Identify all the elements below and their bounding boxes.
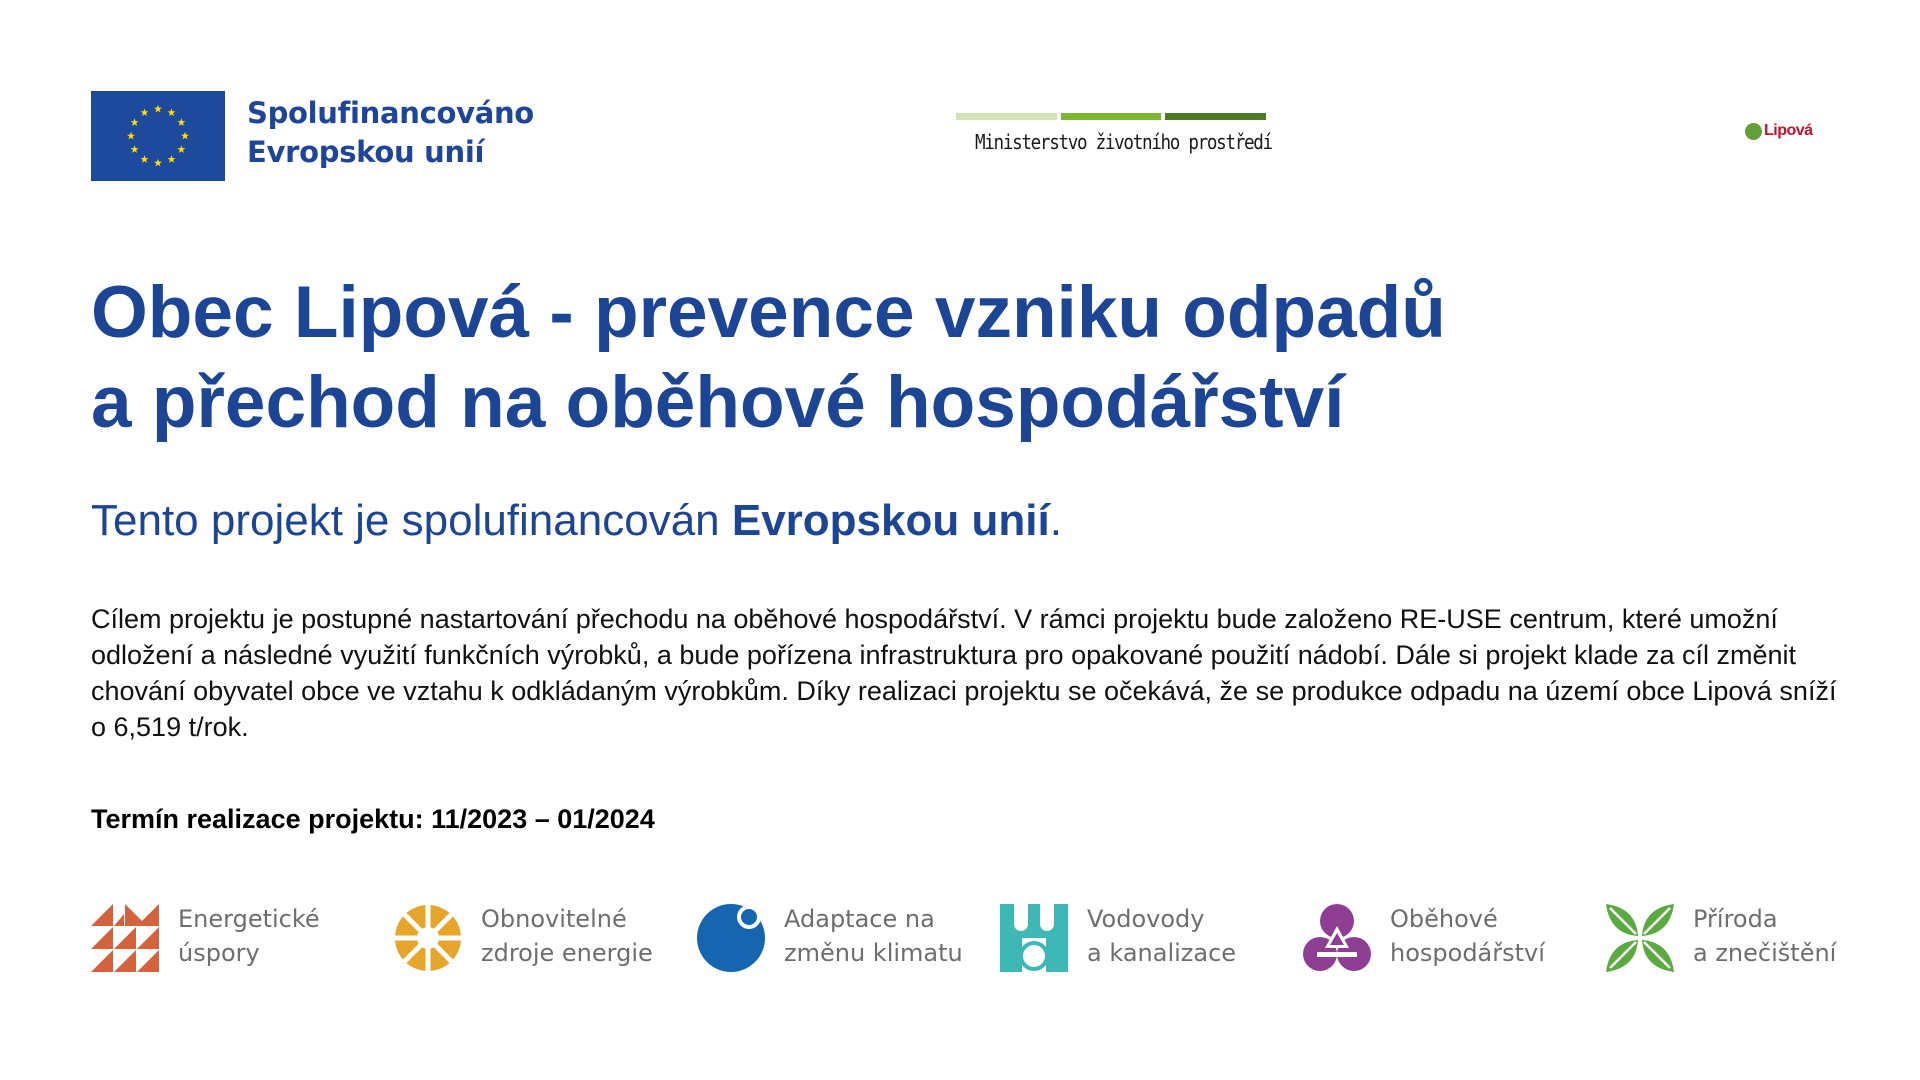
eu-star-icon bbox=[154, 105, 162, 113]
eu-star-icon bbox=[131, 145, 139, 153]
icon-label-renewable bbox=[481, 902, 653, 970]
circular-economy-icon bbox=[1303, 904, 1371, 972]
icon-label-climate bbox=[784, 902, 963, 970]
icon-label-line-2: a znečištění bbox=[1693, 939, 1837, 967]
icon-label-line-2: úspory bbox=[178, 939, 260, 967]
ministry-logo-bars bbox=[956, 113, 1266, 121]
project-description: Cílem projektu je postupné nastartování přechodu na oběhové hospodářství. V rámci projektu bude založeno RE-USE centrum, které umožní odložení a následné využití funkčních výrobků, a bude pořízena infrastruktura pro opakované použití nádobí. Dále si projekt klade za cíl změnit chování obyvatel obce ve vztahu k odkládaným výrobkům. Díky realizaci projektu se očekává, že se produkce odpadu na území obce Lipová sníží o 6,519 t/rok. bbox=[91, 604, 1837, 742]
icon-label-line-1: Obnovitelné bbox=[481, 905, 627, 933]
eu-flag-icon bbox=[91, 91, 225, 181]
subtitle bbox=[91, 496, 1062, 546]
eu-cofinanced-label bbox=[247, 94, 534, 172]
eu-star-icon bbox=[141, 108, 149, 116]
page-title bbox=[91, 268, 1791, 448]
icon-label-line-1: Energetické bbox=[178, 905, 320, 933]
subtitle-bold: Evropskou unií bbox=[731, 496, 1050, 545]
eu-star-icon bbox=[154, 159, 162, 167]
eu-star-icon bbox=[168, 155, 176, 163]
icon-label-energy bbox=[178, 902, 320, 970]
icon-label-line-1: Příroda bbox=[1693, 905, 1778, 933]
climate-adaptation-icon bbox=[697, 904, 765, 972]
icon-label-line-2: zdroje energie bbox=[481, 939, 653, 967]
icon-label-nature bbox=[1693, 902, 1836, 970]
icon-label-line-1: Vodovody bbox=[1087, 905, 1205, 933]
subtitle-prefix: Tento projekt je spolufinancován bbox=[91, 496, 732, 545]
nature-pollution-icon bbox=[1606, 904, 1674, 972]
eu-star-icon bbox=[177, 145, 185, 153]
icon-item-water bbox=[1000, 904, 1236, 972]
title-line-2: a přechod na oběhové hospodářství bbox=[91, 362, 1345, 443]
renewable-energy-icon bbox=[394, 904, 462, 972]
eu-star-icon bbox=[131, 118, 139, 126]
ministry-bar-1 bbox=[956, 113, 1057, 120]
icon-label-water bbox=[1087, 902, 1236, 970]
eu-line-1: Spolufinancováno bbox=[247, 96, 534, 130]
municipality-logo bbox=[1745, 122, 1813, 140]
eu-star-icon bbox=[141, 155, 149, 163]
lipova-leaf-icon bbox=[1745, 123, 1762, 140]
icon-label-line-2: a kanalizace bbox=[1087, 939, 1237, 967]
eu-star-icon bbox=[127, 132, 135, 140]
ministry-bar-2 bbox=[1061, 113, 1162, 120]
icon-label-line-1: Oběhové bbox=[1390, 905, 1498, 933]
ministry-bar-3 bbox=[1165, 113, 1266, 120]
icon-label-line-2: hospodářství bbox=[1390, 939, 1545, 967]
icon-item-energy bbox=[91, 904, 320, 972]
icon-item-circular bbox=[1303, 904, 1545, 972]
eu-star-icon bbox=[168, 108, 176, 116]
eu-star-icon bbox=[177, 118, 185, 126]
icon-label-circular bbox=[1390, 902, 1545, 970]
municipality-logo-text: Lipová bbox=[1764, 122, 1813, 139]
eu-star-icon bbox=[181, 132, 189, 140]
icon-item-nature bbox=[1606, 904, 1836, 972]
icon-item-climate bbox=[697, 904, 963, 972]
title-line-1: Obec Lipová - prevence vzniku odpadů bbox=[91, 272, 1446, 353]
program-icons-row bbox=[91, 904, 1851, 974]
icon-item-renewable bbox=[394, 904, 653, 972]
water-supply-icon bbox=[1000, 904, 1068, 972]
eu-stars bbox=[91, 91, 225, 181]
icon-label-line-1: Adaptace na bbox=[784, 905, 935, 933]
ministry-name: Ministerstvo životního prostředí bbox=[975, 130, 1272, 154]
project-term: Termín realizace projektu: 11/2023 – 01/2024 bbox=[91, 804, 655, 834]
icon-label-line-2: změnu klimatu bbox=[784, 939, 963, 967]
eu-line-2: Evropskou unií bbox=[247, 135, 485, 169]
subtitle-suffix: . bbox=[1049, 496, 1062, 545]
energy-savings-icon bbox=[91, 904, 159, 972]
